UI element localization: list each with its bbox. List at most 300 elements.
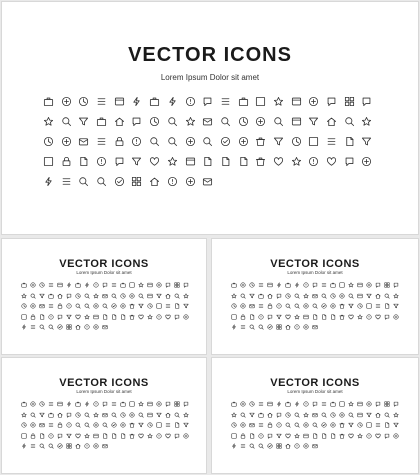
wrench-icon xyxy=(120,293,126,299)
flash-icon xyxy=(330,433,336,439)
document-edit-icon xyxy=(43,116,54,127)
location-icon xyxy=(312,324,318,330)
copy-icon xyxy=(220,96,231,107)
trash-icon xyxy=(312,314,318,320)
block-icon xyxy=(21,303,27,309)
card-list-icon xyxy=(147,293,153,299)
bookmark-icon xyxy=(339,282,345,288)
thumbnail-slide-1[interactable] xyxy=(2,239,206,354)
shield-icon xyxy=(339,303,345,309)
mailbox-icon xyxy=(357,314,363,320)
inbox-icon xyxy=(156,433,162,439)
tag-icon xyxy=(111,293,117,299)
thumbnail-slide-4[interactable] xyxy=(212,358,418,473)
globe-icon xyxy=(75,324,81,330)
slide-subtitle: Lorem Ipsum Dolor sit amet xyxy=(76,270,132,275)
table-icon xyxy=(220,136,231,147)
wrench-icon xyxy=(238,116,249,127)
zoom-in-icon xyxy=(285,433,291,439)
heart-icon xyxy=(361,156,372,167)
tag-alt-icon xyxy=(84,324,90,330)
link-icon xyxy=(258,324,264,330)
edit-icon xyxy=(294,293,300,299)
price-tag-icon xyxy=(303,443,309,449)
music-icon xyxy=(30,324,36,330)
calendar-day-icon xyxy=(326,136,337,147)
star-outline-icon xyxy=(276,324,282,330)
zoom-out-icon xyxy=(84,314,90,320)
bank-icon xyxy=(174,422,180,428)
alarm-icon xyxy=(39,282,45,288)
note-icon xyxy=(93,401,99,407)
bar-chart-icon xyxy=(78,116,89,127)
bank-icon xyxy=(174,303,180,309)
thumbnail-slide-3[interactable] xyxy=(2,358,206,473)
tag-alt-icon xyxy=(294,324,300,330)
clock-icon xyxy=(30,282,36,288)
badge-icon xyxy=(375,433,381,439)
lock-icon xyxy=(57,282,63,288)
clock-icon xyxy=(30,401,36,407)
list-icon xyxy=(129,293,135,299)
search-icon xyxy=(276,314,282,320)
basket-icon xyxy=(96,156,107,167)
briefcase-icon xyxy=(384,412,390,418)
sliders-icon xyxy=(156,401,162,407)
card-icon xyxy=(183,401,189,407)
mail-icon xyxy=(138,314,144,320)
info-icon xyxy=(61,136,72,147)
list-icon xyxy=(339,412,345,418)
table-icon xyxy=(321,303,327,309)
picture-icon xyxy=(285,303,291,309)
bag-icon xyxy=(183,293,189,299)
grid-alt-icon xyxy=(202,136,213,147)
tag-icon xyxy=(321,412,327,418)
trash-alt-icon xyxy=(111,433,117,439)
upload-icon xyxy=(96,136,107,147)
star-icon xyxy=(57,324,63,330)
grid-icon xyxy=(303,303,309,309)
card-icon xyxy=(393,401,399,407)
file-icon xyxy=(312,401,318,407)
file-icon xyxy=(102,401,108,407)
documents-icon xyxy=(84,282,90,288)
sliders-icon xyxy=(366,282,372,288)
zoom-out-icon xyxy=(84,433,90,439)
grid-alt-icon xyxy=(102,303,108,309)
alarm-icon xyxy=(78,96,89,107)
chat-bubble-icon xyxy=(202,116,213,127)
send-icon xyxy=(138,282,144,288)
key-icon xyxy=(303,314,309,320)
lock-icon xyxy=(267,282,273,288)
bar-chart-icon xyxy=(39,412,45,418)
phone-icon xyxy=(366,422,372,428)
image-icon xyxy=(291,96,302,107)
grid-icon xyxy=(185,136,196,147)
picture-icon xyxy=(75,422,81,428)
music-icon xyxy=(240,443,246,449)
windows-icon xyxy=(114,136,125,147)
cart-icon xyxy=(57,433,63,439)
add-circle-icon xyxy=(156,293,162,299)
key-icon xyxy=(93,314,99,320)
clock-icon xyxy=(61,96,72,107)
music-icon xyxy=(30,443,36,449)
help-icon xyxy=(249,303,255,309)
grid-alt-icon xyxy=(312,422,318,428)
zoom-in-icon xyxy=(75,433,81,439)
key-icon xyxy=(93,433,99,439)
slide-subtitle: Lorem Ipsum Dolor sit amet xyxy=(287,270,343,275)
alarm-icon xyxy=(249,282,255,288)
gallery-icon xyxy=(294,422,300,428)
mailbox-icon xyxy=(147,433,153,439)
folder-icon xyxy=(66,422,72,428)
bag-icon xyxy=(361,116,372,127)
diamond-icon xyxy=(174,314,180,320)
card-icon xyxy=(361,96,372,107)
icon-grid xyxy=(21,401,189,449)
phone-call-icon xyxy=(129,433,135,439)
badge-icon xyxy=(165,314,171,320)
slide-title: VECTOR ICONS xyxy=(59,258,149,270)
building-icon xyxy=(183,303,189,309)
folder-icon xyxy=(276,303,282,309)
briefcase-icon xyxy=(384,293,390,299)
link-icon xyxy=(48,443,54,449)
icon-grid xyxy=(231,282,399,330)
card-icon xyxy=(393,282,399,288)
calendar-day-icon xyxy=(165,422,171,428)
cart-icon xyxy=(267,314,273,320)
timer-icon xyxy=(258,401,264,407)
copy-icon xyxy=(111,282,117,288)
info-icon xyxy=(30,303,36,309)
document-edit-icon xyxy=(21,293,27,299)
bank-icon xyxy=(384,422,390,428)
box-open-icon xyxy=(78,156,89,167)
timer-icon xyxy=(96,96,107,107)
film-icon xyxy=(138,303,144,309)
help-icon xyxy=(249,422,255,428)
list-alt-icon xyxy=(138,293,144,299)
star-icon xyxy=(267,324,273,330)
basket-icon xyxy=(258,314,264,320)
shield-icon xyxy=(339,422,345,428)
gallery-icon xyxy=(167,136,178,147)
image-icon xyxy=(357,401,363,407)
flash-icon xyxy=(120,314,126,320)
trash-icon xyxy=(102,314,108,320)
bag-icon xyxy=(393,412,399,418)
eye-icon xyxy=(147,422,153,428)
bookmark-icon xyxy=(255,96,266,107)
calendar-icon xyxy=(30,293,36,299)
flash-icon xyxy=(120,433,126,439)
chat-icon xyxy=(303,412,309,418)
icon-grid xyxy=(231,401,399,449)
network-icon xyxy=(120,303,126,309)
calendar-icon xyxy=(61,116,72,127)
unlock-icon xyxy=(66,282,72,288)
unlock-icon xyxy=(66,401,72,407)
note-icon xyxy=(93,282,99,288)
unlock-icon xyxy=(276,282,282,288)
search-icon xyxy=(66,314,72,320)
settings-icon xyxy=(174,282,180,288)
slide-title: VECTOR ICONS xyxy=(270,377,360,389)
trash-alt-icon xyxy=(321,433,327,439)
minus-circle-icon xyxy=(165,293,171,299)
mailbox-icon xyxy=(147,314,153,320)
card-icon xyxy=(183,282,189,288)
add-circle-icon xyxy=(366,293,372,299)
phone-icon xyxy=(156,422,162,428)
archive-icon xyxy=(43,156,54,167)
mail-icon xyxy=(138,433,144,439)
home-icon xyxy=(43,96,54,107)
chat-icon xyxy=(93,293,99,299)
check-icon xyxy=(276,293,282,299)
help-icon xyxy=(39,303,45,309)
slide-subtitle: Lorem Ipsum Dolor sit amet xyxy=(287,389,343,394)
globe-icon xyxy=(285,324,291,330)
film-icon xyxy=(138,422,144,428)
help-icon xyxy=(39,422,45,428)
sliders-icon xyxy=(308,96,319,107)
price-tag-icon xyxy=(93,443,99,449)
settings-icon xyxy=(174,401,180,407)
calendar-icon xyxy=(240,412,246,418)
page-icon xyxy=(120,401,126,407)
music-note-icon xyxy=(249,443,255,449)
box-icon xyxy=(61,156,72,167)
building-icon xyxy=(361,136,372,147)
price-tag-icon xyxy=(185,176,196,187)
clock-icon xyxy=(240,401,246,407)
globe-icon xyxy=(149,176,160,187)
trash-icon xyxy=(102,433,108,439)
network-icon xyxy=(330,303,336,309)
table-icon xyxy=(111,303,117,309)
bag-icon xyxy=(393,293,399,299)
check-circle-icon xyxy=(75,412,81,418)
check-circle-icon xyxy=(149,116,160,127)
building-icon xyxy=(393,422,399,428)
star-outline-icon xyxy=(66,324,72,330)
list-icon xyxy=(129,412,135,418)
eye-icon xyxy=(357,303,363,309)
gallery-icon xyxy=(294,303,300,309)
home-icon xyxy=(21,282,27,288)
page-icon xyxy=(330,282,336,288)
shield-icon xyxy=(255,136,266,147)
lock-icon xyxy=(267,401,273,407)
share-icon xyxy=(48,293,54,299)
image-icon xyxy=(147,282,153,288)
note-icon xyxy=(185,96,196,107)
slide-title: VECTOR ICONS xyxy=(128,44,292,66)
eye-icon xyxy=(147,303,153,309)
bank-icon xyxy=(344,136,355,147)
add-circle-icon xyxy=(308,116,319,127)
add-circle-icon xyxy=(156,412,162,418)
flash-icon xyxy=(330,314,336,320)
cart-icon xyxy=(267,433,273,439)
link-icon xyxy=(48,324,54,330)
list-icon xyxy=(339,293,345,299)
settings-icon xyxy=(344,96,355,107)
location-icon xyxy=(312,443,318,449)
block-icon xyxy=(231,422,237,428)
more-icon xyxy=(57,293,63,299)
minus-circle-icon xyxy=(165,412,171,418)
grid-icon xyxy=(93,422,99,428)
document-icon xyxy=(149,96,160,107)
check-icon xyxy=(66,412,72,418)
filter-icon xyxy=(21,443,27,449)
browser-icon xyxy=(165,282,171,288)
card-list-icon xyxy=(357,293,363,299)
info-icon xyxy=(240,422,246,428)
sliders-icon xyxy=(156,282,162,288)
phone-call-icon xyxy=(129,314,135,320)
globe-icon xyxy=(75,443,81,449)
card-list-icon xyxy=(147,412,153,418)
copy-icon xyxy=(321,282,327,288)
briefcase-icon xyxy=(344,116,355,127)
zoom-in-icon xyxy=(149,156,160,167)
grid-icon xyxy=(93,303,99,309)
table-icon xyxy=(321,422,327,428)
sliders-icon xyxy=(366,401,372,407)
network-icon xyxy=(120,422,126,428)
timer-icon xyxy=(258,282,264,288)
network-icon xyxy=(330,422,336,428)
edit-icon xyxy=(84,293,90,299)
document-icon xyxy=(285,282,291,288)
chat-bubble-icon xyxy=(312,293,318,299)
more-icon xyxy=(57,412,63,418)
mail-icon xyxy=(348,433,354,439)
image-icon xyxy=(357,282,363,288)
copy-icon xyxy=(321,401,327,407)
browser-icon xyxy=(165,401,171,407)
music-note-icon xyxy=(78,176,89,187)
trash-alt-icon xyxy=(111,314,117,320)
chat-icon xyxy=(303,293,309,299)
star-icon xyxy=(57,443,63,449)
check-icon xyxy=(131,116,142,127)
chat-bubble-icon xyxy=(102,293,108,299)
grid-alt-icon xyxy=(102,422,108,428)
slide-title: VECTOR ICONS xyxy=(59,377,149,389)
box-icon xyxy=(30,433,36,439)
key-icon xyxy=(303,433,309,439)
unlock-icon xyxy=(131,96,142,107)
star-outline-icon xyxy=(66,443,72,449)
grid-icon xyxy=(303,422,309,428)
more-icon xyxy=(267,293,273,299)
briefcase-icon xyxy=(174,293,180,299)
send-icon xyxy=(273,96,284,107)
timer-icon xyxy=(48,282,54,288)
icon-grid xyxy=(21,282,189,330)
share-icon xyxy=(96,116,107,127)
windows-icon xyxy=(267,422,273,428)
phone-call-icon xyxy=(339,314,345,320)
bookmark-icon xyxy=(129,401,135,407)
badge-icon xyxy=(375,314,381,320)
trash-alt-icon xyxy=(220,156,231,167)
inbox-icon xyxy=(366,314,372,320)
chat-bubble-icon xyxy=(312,412,318,418)
basket-icon xyxy=(48,433,54,439)
slide-subtitle: Lorem Ipsum Dolor sit amet xyxy=(160,73,260,82)
home-icon xyxy=(231,401,237,407)
building-icon xyxy=(183,422,189,428)
trash-icon xyxy=(312,433,318,439)
check-circle-icon xyxy=(285,293,291,299)
minus-circle-icon xyxy=(375,293,381,299)
filter-icon xyxy=(43,176,54,187)
heart-icon xyxy=(393,314,399,320)
block-icon xyxy=(21,422,27,428)
file-icon xyxy=(202,96,213,107)
heart-icon xyxy=(393,433,399,439)
documents-icon xyxy=(167,96,178,107)
link-icon xyxy=(258,443,264,449)
film-icon xyxy=(273,136,284,147)
cart-icon xyxy=(114,156,125,167)
network-icon xyxy=(238,136,249,147)
check-icon xyxy=(66,293,72,299)
key-icon xyxy=(185,156,196,167)
bar-chart-icon xyxy=(249,412,255,418)
document-edit-icon xyxy=(231,293,237,299)
price-tag-icon xyxy=(303,324,309,330)
music-icon xyxy=(61,176,72,187)
icon-grid xyxy=(43,96,372,187)
zoom-in-icon xyxy=(285,314,291,320)
add-circle-icon xyxy=(366,412,372,418)
diamond-icon xyxy=(384,314,390,320)
price-tag-icon xyxy=(93,324,99,330)
bag-icon xyxy=(183,412,189,418)
tag-icon xyxy=(220,116,231,127)
send-icon xyxy=(138,401,144,407)
badge-icon xyxy=(326,156,337,167)
bar-chart-icon xyxy=(39,293,45,299)
inbox-icon xyxy=(308,156,319,167)
phone-icon xyxy=(156,303,162,309)
document-edit-icon xyxy=(231,412,237,418)
basket-icon xyxy=(48,314,54,320)
heart-icon xyxy=(183,433,189,439)
list-alt-icon xyxy=(348,412,354,418)
inbox-icon xyxy=(366,433,372,439)
mailbox-icon xyxy=(291,156,302,167)
diamond-icon xyxy=(344,156,355,167)
trash-alt-icon xyxy=(321,314,327,320)
music-note-icon xyxy=(39,324,45,330)
card-list-icon xyxy=(357,412,363,418)
mail-icon xyxy=(273,156,284,167)
thumbnail-slide-2[interactable] xyxy=(212,239,418,354)
calendar-day-icon xyxy=(375,303,381,309)
